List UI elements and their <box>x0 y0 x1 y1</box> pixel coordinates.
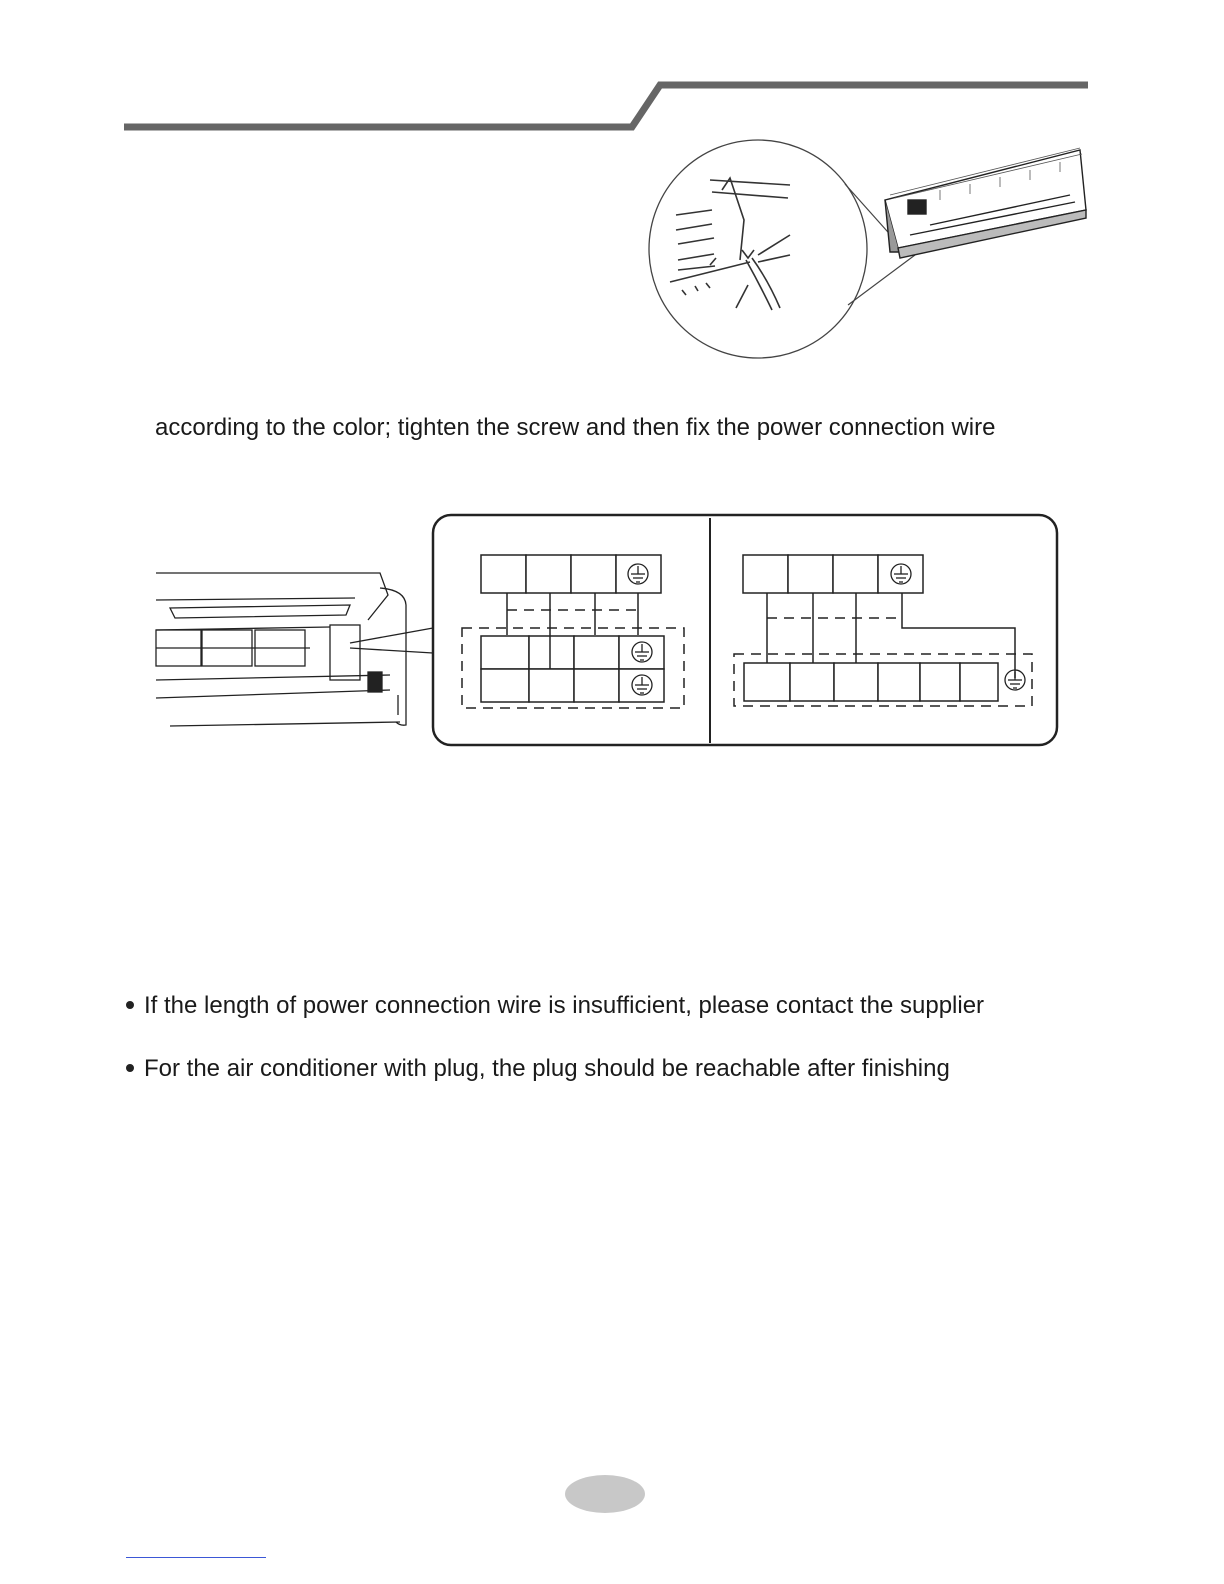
terminal-wiring-diagram <box>150 510 1070 750</box>
page-number-badge <box>565 1475 645 1513</box>
bullet-note-1 <box>126 992 984 1020</box>
header-bar <box>0 0 1224 140</box>
wire-clamp-illustration <box>640 140 1100 370</box>
bullet-dot <box>126 1064 134 1072</box>
bullet-text: For the air conditioner with plug, the plug should be reachable after finishing <box>144 1055 950 1082</box>
bullet-note-2 <box>126 1055 950 1083</box>
bullet-dot <box>126 1001 134 1009</box>
instruction-text: according to the color; tighten the screw and then fix the power connection wire <box>155 414 996 441</box>
bullet-text: If the length of power connection wire is insufficient, please contact the supplier <box>144 992 985 1019</box>
footer-link-line[interactable] <box>126 1557 266 1558</box>
